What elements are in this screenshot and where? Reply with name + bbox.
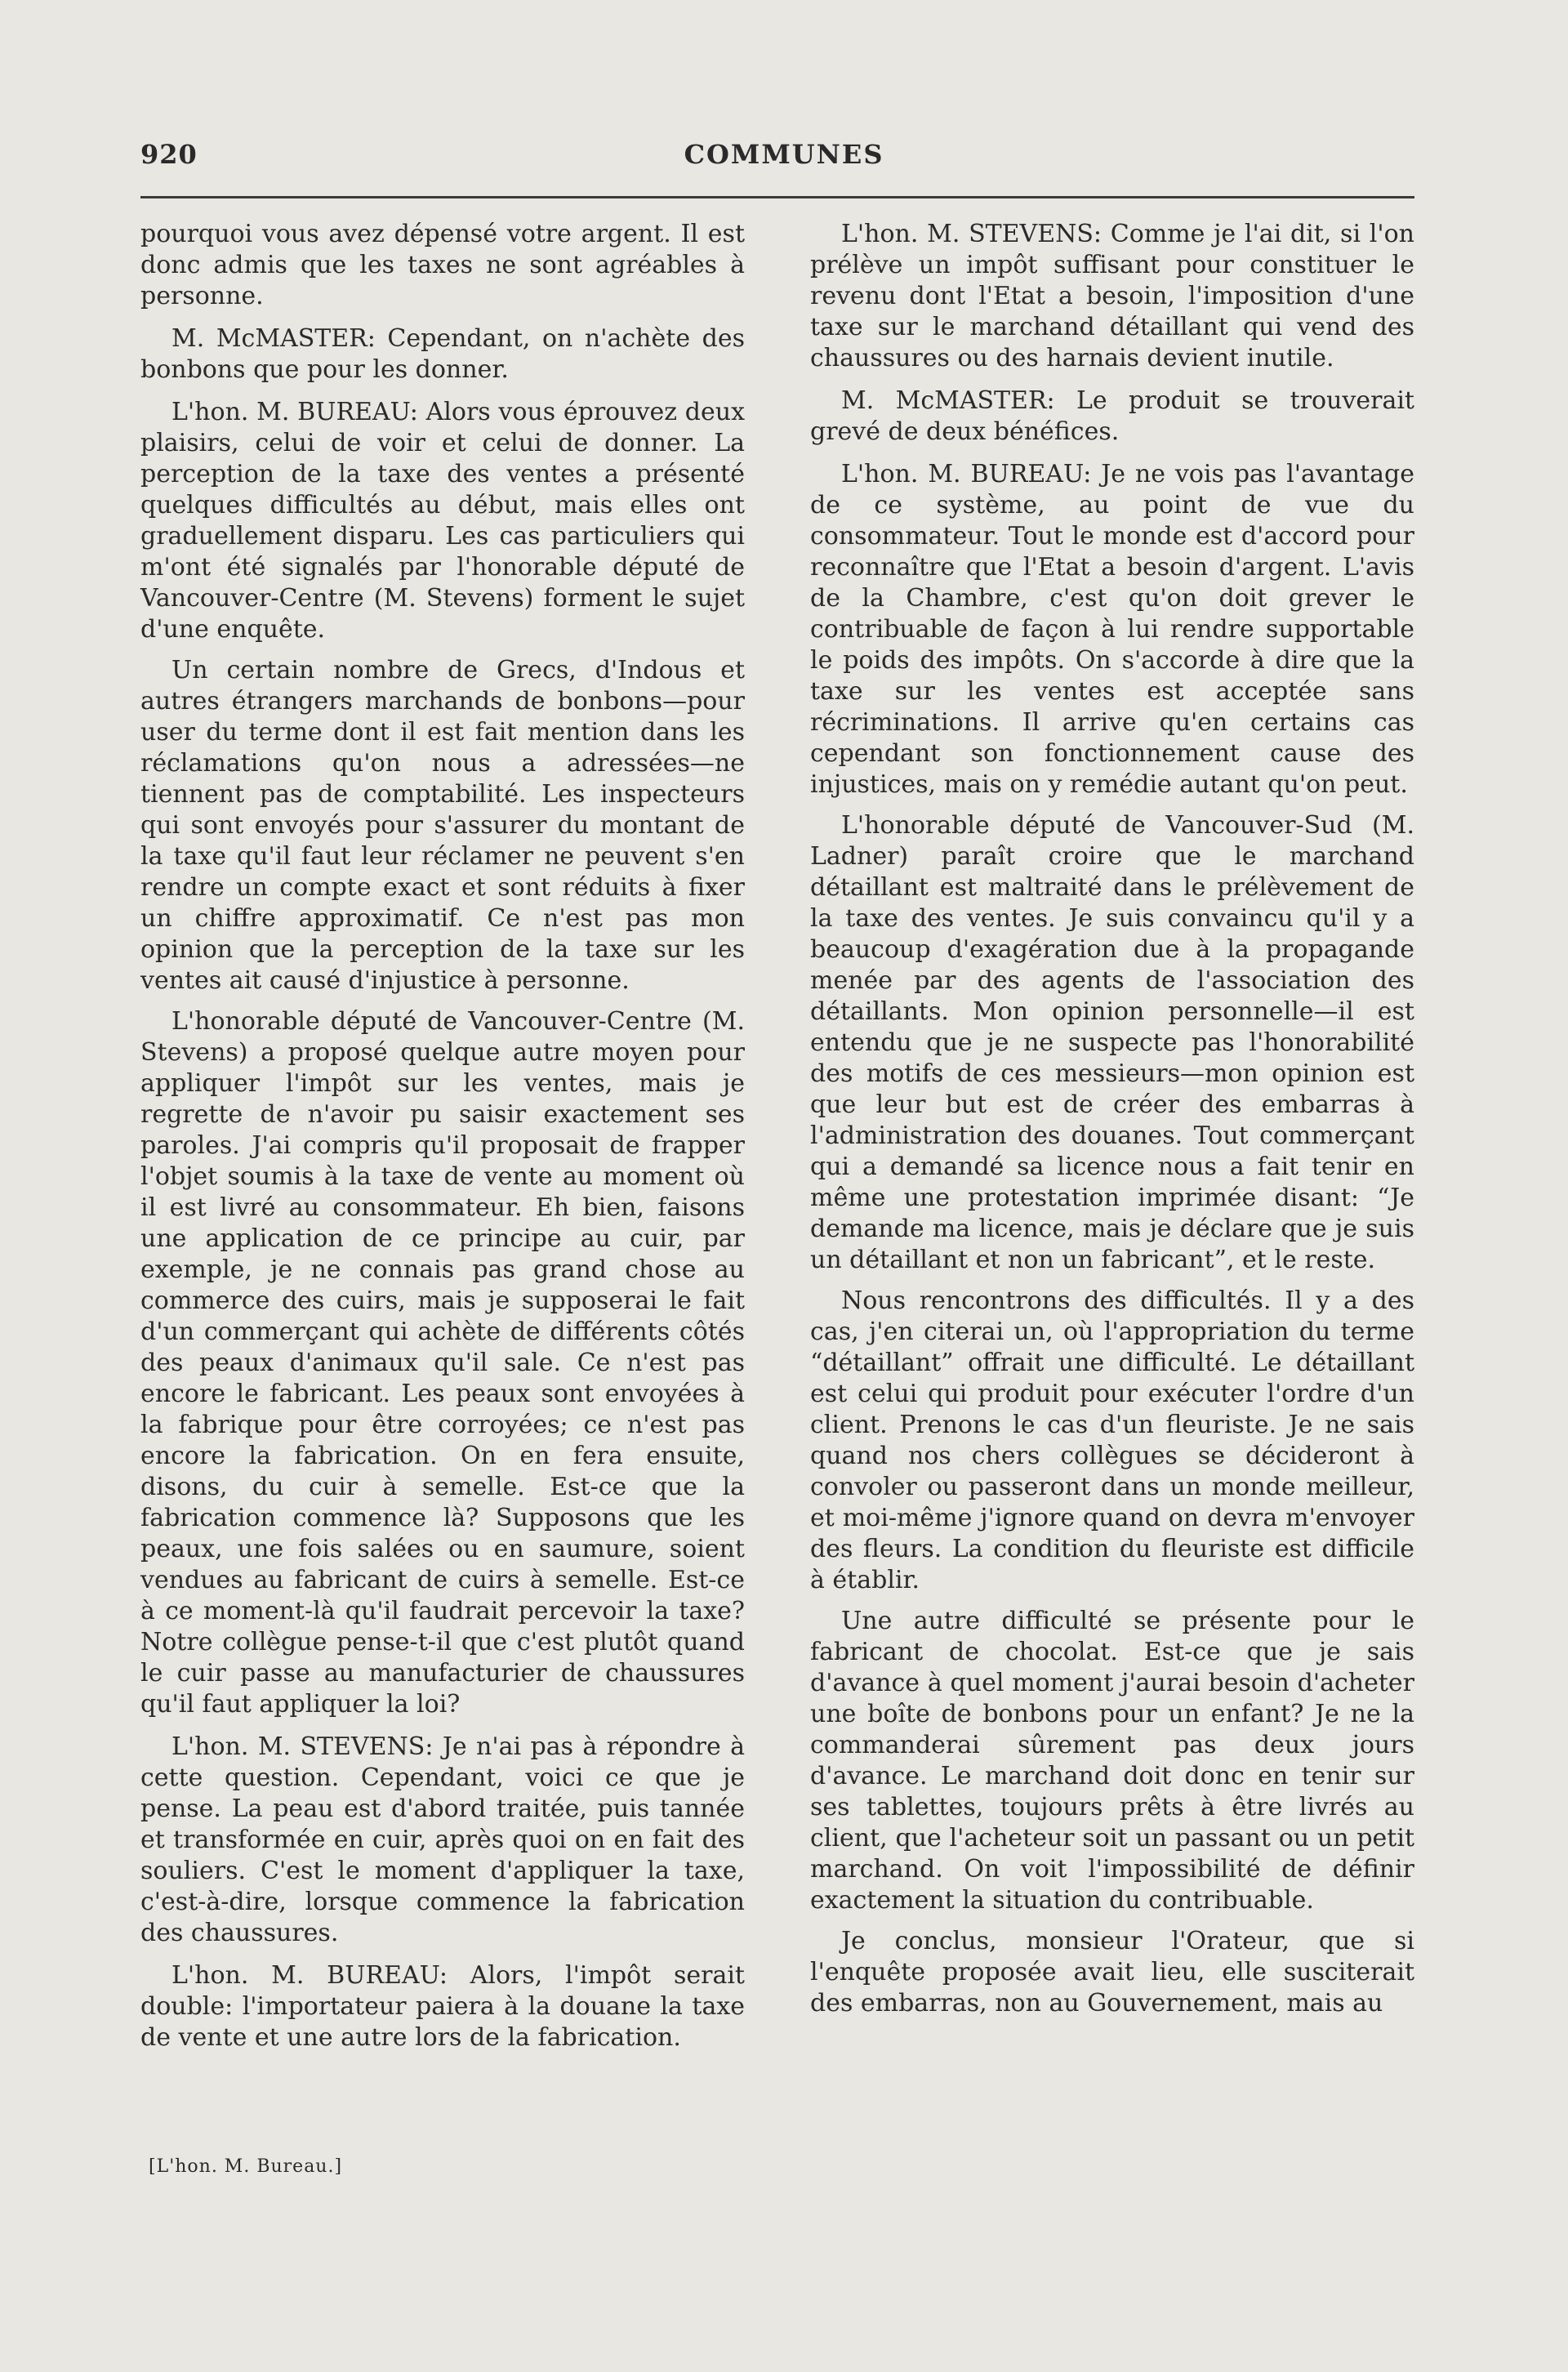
- paragraph: Nous rencontrons des difficultés. Il y a des cas, j'en citerai un, où l'appropriation du terme “détaillant” offrait une difficulté. Le détaillant est celui qui produit pour exécuter l'ordre d'un client. Prenons le cas d'un fleuriste. Je ne sais quand nos chers collègues se décideront à convoler ou passeront dans un monde meilleur, et moi-même j'ignore quand on devra m'envoyer des fleurs. La condition du fleuriste est difficile à établir.: [810, 1286, 1414, 1594]
- paragraph: Je conclus, monsieur l'Orateur, que si l'enquête proposée avait lieu, elle susciterait des embarras, non au Gouvernement, mais au: [810, 1927, 1414, 2018]
- paragraph: L'hon. M. STEVENS: Comme je l'ai dit, si l'on prélève un impôt suffisant pour constituer le revenu dont l'Etat a besoin, l'imposition d'une taxe sur le marchand détaillant qui vend des chaussures ou des harnais devient inutile.: [810, 220, 1414, 372]
- left-column: [140, 219, 745, 2063]
- paragraph: M. McMASTER: Le produit se trouverait grevé de deux bénéfices.: [810, 386, 1414, 446]
- speaker-footnote: [L'hon. M. Bureau.]: [149, 2156, 343, 2177]
- running-head: COMMUNES: [684, 139, 884, 170]
- page-number: 920: [140, 139, 198, 170]
- paragraph: L'hon. M. BUREAU: Je ne vois pas l'avantage de ce système, au point de vue du consommateur. Tout le monde est d'accord pour reconnaître que l'Etat a besoin d'argent. L'avis de la Chambre, c'est qu'on doit grever le contribuable de façon à lui rendre supportable le poids des impôts. On s'accorde à dire que la taxe sur les ventes est acceptée sans récriminations. Il arrive qu'en certains cas cependant son fonctionnement cause des injustices, mais on y remédie autant qu'on peut.: [810, 460, 1414, 799]
- paragraph: Un certain nombre de Grecs, d'Indous et autres étrangers marchands de bonbons—pour user du terme dont il est fait mention dans les réclamations qu'on nous a adressées—ne tiennent pas de comptabilité. Les inspecteurs qui sont envoyés pour s'assurer du montant de la taxe qu'il faut leur réclamer ne peuvent s'en rendre un compte exact et sont réduits à fixer un chiffre approximatif. Ce n'est pas mon opinion que la perception de la taxe sur les ventes ait causé d'injustice à personne.: [140, 656, 745, 995]
- paragraph: L'hon. M. STEVENS: Je n'ai pas à répondre à cette question. Cependant, voici ce que je pense. La peau est d'abord traitée, puis tannée et transformée en cuir, après quoi on en fait des souliers. C'est le moment d'appliquer la taxe, c'est-à-dire, lorsque commence la fabrication des chaussures.: [140, 1732, 745, 1947]
- paragraph: L'honorable député de Vancouver-Centre (M. Stevens) a proposé quelque autre moyen pour appliquer l'impôt sur les ventes, mais je regrette de n'avoir pu saisir exactement ses paroles. J'ai compris qu'il proposait de frapper l'objet soumis à la taxe de vente au moment où il est livré au consommateur. Eh bien, faisons une application de ce principe au cuir, par exemple, je ne connais pas grand chose au commerce des cuirs, mais je supposerai le fait d'un commerçant qui achète de différents côtés des peaux d'animaux qu'il sale. Ce n'est pas encore le fabricant. Les peaux sont envoyées à la fabrique pour être corroyées; ce n'est pas encore la fabrication. On en fera ensuite, disons, du cuir à semelle. Est-ce que la fabrication commence là? Supposons que les peaux, une fois salées ou en saumure, soient vendues au fabricant de cuirs à semelle. Est-ce à ce moment-là qu'il faudrait percevoir la taxe? Notre collègue pense-t-il que c'est plutôt quand le cuir passe au manufacturier de chaussures qu'il faut appliquer la loi?: [140, 1007, 745, 1719]
- paragraph: Une autre difficulté se présente pour le fabricant de chocolat. Est-ce que je sais d'avance à quel moment j'aurai besoin d'acheter une boîte de bonbons pour un enfant? Je ne la commanderai sûrement pas deux jours d'avance. Le marchand doit donc en tenir sur ses tablettes, toujours prêts à être livrés au client, que l'acheteur soit un passant ou un petit marchand. On voit l'impossibilité de définir exactement la situation du contribuable.: [810, 1607, 1414, 1915]
- header-rule: [140, 196, 1414, 198]
- paragraph: L'hon. M. BUREAU: Alors vous éprouvez deux plaisirs, celui de voir et celui de donner. La perception de la taxe des ventes a présenté quelques difficultés au début, mais elles ont graduellement disparu. Les cas particuliers qui m'ont été signalés par l'honorable député de Vancouver-Centre (M. Stevens) forment le sujet d'une enquête.: [140, 398, 745, 644]
- right-column: [810, 219, 1414, 2029]
- paragraph: L'honorable député de Vancouver-Sud (M. Ladner) paraît croire que le marchand détaillant est maltraité dans le prélèvement de la taxe des ventes. Je suis convaincu qu'il y a beaucoup d'exagération due à la propagande menée par des agents de l'association des détaillants. Mon opinion personnelle—il est entendu que je ne suspecte pas l'honorabilité des motifs de ces messieurs—mon opinion est que leur but est de créer des embarras à l'administration des douanes. Tout commerçant qui a demandé sa licence nous a fait tenir en même une protestation imprimée disant: “Je demande ma licence, mais je déclare que je suis un détaillant et non un fabricant”, et le reste.: [810, 811, 1414, 1274]
- paragraph: pourquoi vous avez dépensé votre argent. Il est donc admis que les taxes ne sont agréables à personne.: [140, 220, 745, 310]
- paragraph: L'hon. M. BUREAU: Alors, l'impôt serait double: l'importateur paiera à la douane la taxe de vente et une autre lors de la fabrication.: [140, 1961, 745, 2052]
- paragraph: M. McMASTER: Cependant, on n'achète des bonbons que pour les donner.: [140, 324, 745, 384]
